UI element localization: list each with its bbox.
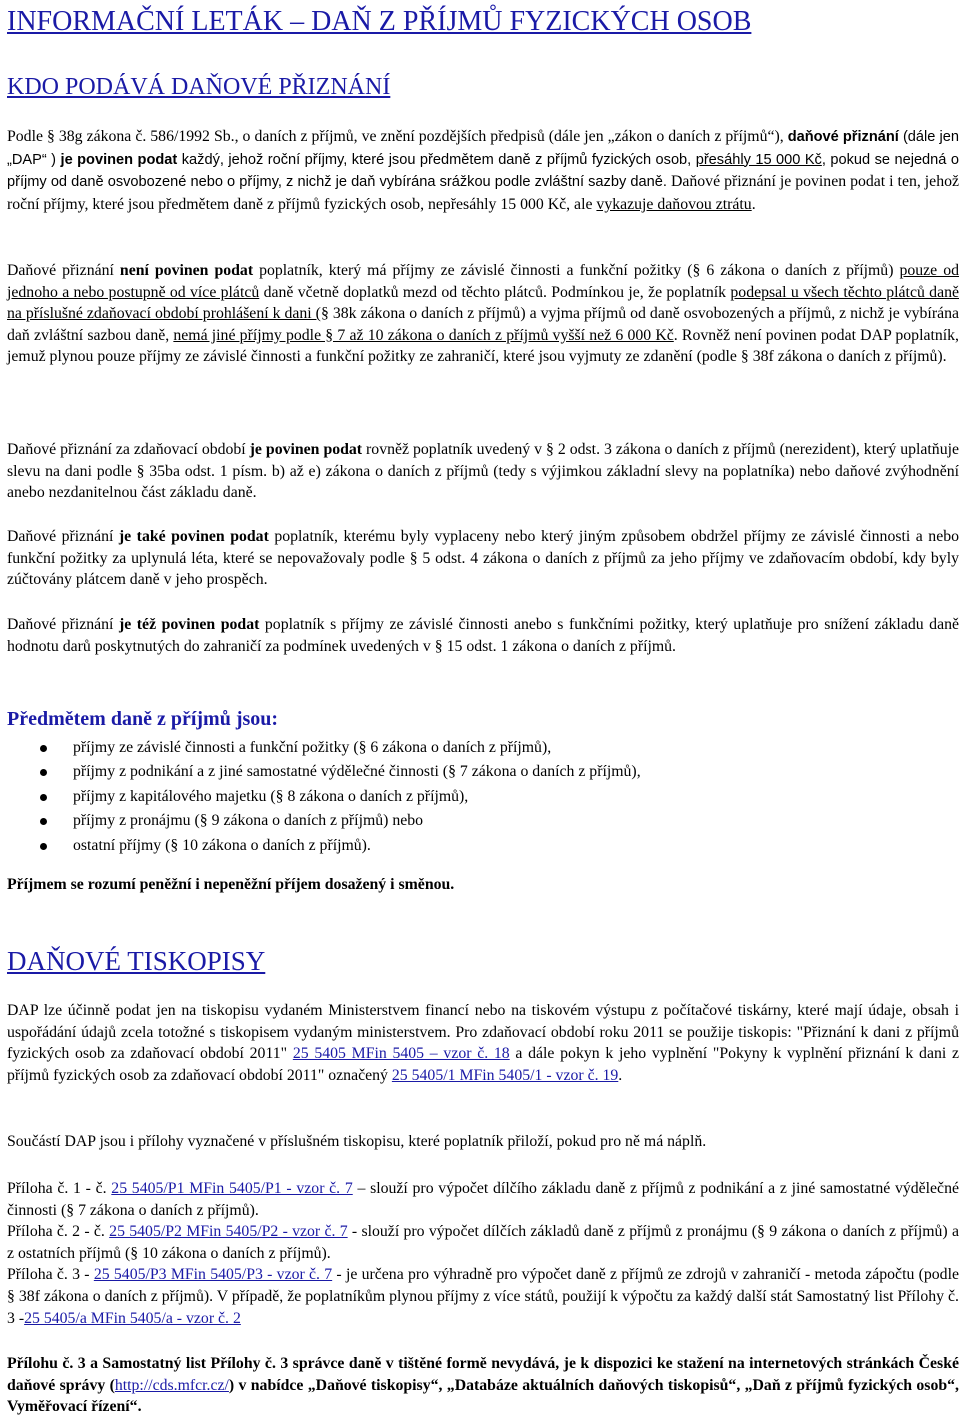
text: DAP lze účinně podat jen na tiskopisu vydaném Ministerstvem financí nebo na tiskovém výstupu z počítačové tiskárny, které mají údaje, obsah i uspořádání údajů zcela totožné s tiskopisem vydaným ministerstvem. Pro zdaňovací období roku 2011 se použije tiskopis: "Přiznání k dani z příjmů fyzických osob za zdaňovací období 2011"	[7, 1002, 959, 1063]
income-note	[7, 874, 959, 896]
section-heading-who-files: KDO PODÁVÁ DAŇOVÉ PŘIZNÁNÍ	[7, 74, 391, 100]
section-heading-tax-forms: DAŇOVÉ TISKOPISY	[7, 946, 266, 976]
underlined-text: pouze od jednoho a nebo postupně od více plátců	[7, 262, 959, 301]
text: poplatník, kterému byly vyplaceny nebo který jiným způsobem obdržel příjmy ze závislé činnosti a nebo funkční požitky za uplynulá léta, které se nepovažovaly podle § 5 odst. 4 zákona o daních z příjmů za jeho příjmy ve zdaňovacím období, kdy byly zúčtovány plátcem daně v jeho prospěch.	[7, 528, 960, 589]
text: .	[751, 195, 756, 213]
underlined-text: podepsal u všech těchto plátců daně na příslušné zdaňovací období prohlášení k dani (	[7, 283, 959, 323]
text: a dále pokyn k jeho vyplnění "Pokyny k vyplnění přiznání k dani z příjmů fyzických osob za zdaňovací období 2011" označený	[7, 1045, 959, 1084]
list-item: příjmy ze závislé činnosti a funkční požitky (§ 6 zákona o daních z příjmů),	[7, 736, 959, 760]
bold-text: není povinen podat	[119, 262, 254, 279]
document-title: INFORMAČNÍ LETÁK – DAŇ Z PŘÍJMŮ FYZICKÝCH OSOB	[7, 6, 752, 37]
bold-text: je též povinen podat	[118, 616, 260, 633]
separate-sheet-link[interactable]: 25 5405/a MFin 5405/a - vzor č. 2	[24, 1309, 241, 1327]
list-item: příjmy z pronájmu (§ 9 zákona o daních z příjmů) nebo	[7, 809, 959, 833]
text: Přílohu č. 3 a Samostatný list Přílohy č. 3 správce daně v tištěné formě nevydává, je k dispozici ke stažení na internetových stránkách České daňové správy (	[7, 1355, 959, 1394]
text: ) v nabídce „Daňové tiskopisy“, „Databáze aktuálních daňových tiskopisů“, „Daň z příjmů fyzických osob“, Vyměřovací řízení“.	[7, 1376, 959, 1416]
bold-text: je také povinen podat	[118, 528, 269, 545]
appendix-1-link[interactable]: 25 5405/P1 MFin 5405/P1 - vzor č. 7	[111, 1180, 353, 1197]
text: Daňové přiznání za zdaňovací období	[7, 441, 250, 458]
form-link-vzor-19[interactable]: 25 5405/1 MFin 5405/1 - vzor č. 19	[391, 1066, 619, 1084]
text: Daňové přiznání	[7, 262, 120, 279]
text: . Rovněž není povinen podat DAP poplatník, jemuž plynou pouze příjmy ze závislé činnosti a funkční požitky ze zahraničí, které jsou vyjmuty ze zdanění (podle § 38f zákona o daních z příjmů).	[7, 326, 959, 366]
bold-text: je povinen podat	[60, 151, 178, 168]
text: poplatník s příjmy ze závislé činnosti anebo s funkčními požitky, který uplatňuje pro snížení základu daně hodnotu darů poskytnutých do zahraničí za podmínek uvedených v § 15 odst. 1 zákona o daních z příjmů.	[7, 616, 959, 655]
paragraph-who-files	[7, 126, 959, 215]
text: Příloha č. 2 - č.	[7, 1223, 110, 1241]
text: Podle § 38g zákona č. 586/1992 Sb., o daních z příjmů, ve znění pozdějších předpisů (dále jen „zákon o daních z příjmů“),	[7, 128, 788, 145]
paragraph-nonresident	[7, 439, 959, 504]
form-link-vzor-18[interactable]: 25 5405 MFin 5405 – vzor č. 18	[292, 1045, 510, 1063]
bold-text: je povinen podat	[249, 441, 363, 458]
paragraph-past-years	[7, 526, 959, 591]
text: Daňové přiznání	[7, 616, 119, 633]
text: .	[618, 1066, 623, 1084]
text: rovněž poplatník uvedený v § 2 odst. 3 zákona o daních z příjmů (nerezident), který uplatňuje slevu na dani podle § 35ba odst. 1 písm. b) až e) zákona o daních z příjmů (tedy s výjimkou základní slevy na poplatníka) nebo daňové zvýhodnění anebo nezdanitelnou část základu daně.	[7, 441, 960, 502]
bold-text: Příjmem se rozumí peněžní i nepeněžní příjem dosažený i směnou.	[7, 876, 455, 893]
subject-heading: Předmětem daně z příjmů jsou:	[7, 708, 279, 730]
text: - slouží pro výpočet dílčích základů daně z příjmů z pronájmu (§ 9 zákona o daních z příjmů) a z ostatních příjmů (§ 10 zákona o daních z příjmů).	[7, 1223, 959, 1262]
paragraph-appendices	[7, 1178, 959, 1329]
text: každý, jehož roční příjmy, které jsou předmětem daně z příjmů fyzických osob,	[177, 151, 696, 168]
underlined-text: přesáhly 15 000 Kč	[695, 151, 822, 168]
text: – slouží pro výpočet dílčího základu daně z příjmů z podnikání a z jiné samostatné výdělečné činnosti (§ 7 zákona o daních z příjmů).	[7, 1180, 959, 1219]
text: Příloha č. 3 -	[7, 1266, 94, 1284]
list-item: příjmy z podnikání a z jiné samostatné výdělečné činnosti (§ 7 zákona o daních z příjmů),	[7, 760, 959, 784]
text: - je určena pro výhradně pro výpočet daně z příjmů ze zdrojů v zahraničí - metoda zápočtu (podle § 38f zákona o daních z příjmů). V případě, že poplatníkům plynou příjmy z více států, použijí k výpočtu za každý další stát Samostatný list Přílohy č. 3 -	[7, 1266, 959, 1327]
text: , pokud se nejedná o příjmy od daně osvobozené nebo o příjmy, z nichž je daň vybírána srážkou podle zvláštní sazby daně.	[7, 151, 959, 191]
text: (dále jen „DAP“ )	[7, 129, 959, 168]
underlined-text: nemá jiné příjmy podle § 7 až 10 zákona o daních z příjmů vyšší než 6 000 Kč	[173, 326, 674, 344]
text: Daňové přiznání	[7, 528, 119, 545]
cds-website-link[interactable]: http://cds.mfcr.cz/	[114, 1376, 229, 1394]
paragraph-not-required	[7, 260, 959, 368]
paragraph-gifts-abroad	[7, 614, 959, 657]
underlined-text: vykazuje daňovou ztrátu	[596, 195, 752, 213]
text: § 38k zákona o daních z příjmů) a vyjma příjmů od daně osvobozených a příjmů, z nichž je vybírána daň zvláštní sazbou daně,	[7, 305, 959, 344]
text: poplatník, který má příjmy ze závislé činnosti a funkční požitky (§ 6 zákona o daních z příjmů)	[253, 262, 900, 279]
subject-list	[7, 736, 959, 858]
text: Příloha č. 1 - č.	[7, 1180, 112, 1197]
text: Daňové přiznání je povinen podat i ten, jehož roční příjmy, které jsou předmětem daně z příjmů fyzických osob, nepřesáhly 15 000 Kč, ale	[7, 173, 959, 213]
paragraph-forms	[7, 1000, 959, 1086]
paragraph-download	[7, 1353, 959, 1418]
list-item: příjmy z kapitálového majetku (§ 8 zákona o daních z příjmů),	[7, 785, 959, 809]
appendix-2-link[interactable]: 25 5405/P2 MFin 5405/P2 - vzor č. 7	[109, 1223, 348, 1241]
list-item: ostatní příjmy (§ 10 zákona o daních z příjmů).	[7, 834, 959, 858]
bold-text: daňové přiznání	[787, 129, 899, 145]
paragraph-attachments: Součástí DAP jsou i přílohy vyznačené v příslušném tiskopisu, které poplatník přiloží, pokud pro ně má náplň.	[7, 1133, 707, 1150]
appendix-3-link[interactable]: 25 5405/P3 MFin 5405/P3 - vzor č. 7	[93, 1266, 333, 1284]
text: daně včetně doplatků mezd od těchto plátců. Podmínkou je, že poplatník	[259, 283, 731, 301]
